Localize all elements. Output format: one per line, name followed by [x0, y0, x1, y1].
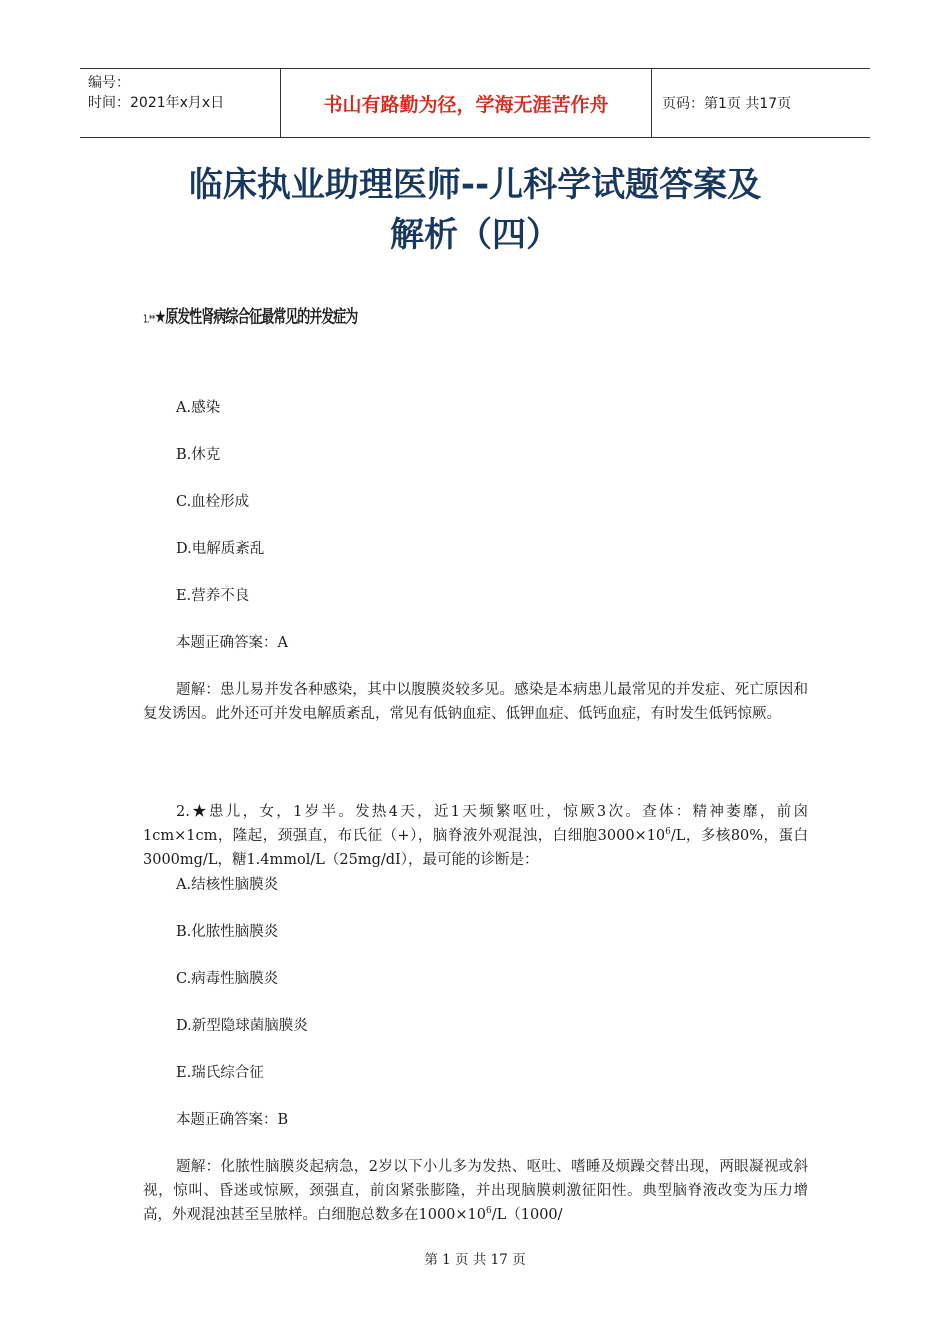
q1-option-d: D.电解质紊乱 [176, 541, 265, 557]
q2-option-e: E.瑞氏综合征 [176, 1065, 264, 1081]
q2-option-c: C.病毒性脑膜炎 [176, 971, 279, 987]
q2-answer: 本题正确答案：B [176, 1112, 289, 1128]
question-2-stem: 2.★患儿，女，1岁半。发热4天，近1天频繁呕吐，惊厥3次。查体：精神萎靡，前囟1cm×1cm，隆起，颈强直，布氏征（+），脑脊液外观混浊，白细胞$3000\times 10^6/L$，多核80%，蛋白3000mg/L，糖1.4mmol/L（25mg/dI），最可能的诊断是： [143, 804, 808, 868]
question-1-text: ★原发性肾病综合征最常见的并发症为 [154, 307, 358, 328]
document-title-line2: 解析（四） [390, 215, 560, 255]
q1-option-c: C.血栓形成 [176, 494, 250, 510]
question-1-stem [143, 302, 357, 328]
q2-option-b: B.化脓性脑膜炎 [176, 924, 279, 940]
document-title-line1: 临床执业助理医师--儿科学试题答案及 [188, 165, 762, 205]
q1-answer: 本题正确答案：A [176, 635, 288, 651]
q2-option-a: A.结核性脑膜炎 [176, 877, 279, 893]
question-1-number: 1.** [143, 312, 155, 325]
document-header [80, 68, 870, 138]
number-label: 编号： [88, 75, 130, 91]
q1-option-a: A.感染 [176, 400, 221, 416]
q1-option-b: B.休克 [176, 447, 221, 463]
q1-explanation: 题解：患儿易并发各种感染，其中以腹膜炎较多见。感染是本病患儿最常见的并发症、死亡原因和复发诱因。此外还可并发电解质紊乱，常见有低钠血症、低钾血症、低钙血症，有时发生低钙惊厥。 [143, 682, 808, 722]
page-footer: 第 1 页 共 17 页 [424, 1252, 526, 1268]
header-motto: 书山有路勤为径，学海无涯苦作舟 [280, 69, 652, 137]
header-page-info: 页码：第1页 共17页 [662, 96, 792, 112]
header-meta [80, 69, 280, 137]
q1-option-e: E.营养不良 [176, 588, 250, 604]
q2-option-d: D.新型隐球菌脑膜炎 [176, 1018, 308, 1034]
q2-explanation: 题解：化脓性脑膜炎起病急，2岁以下小儿多为发热、呕吐、嗜睡及烦躁交替出现，两眼凝视或斜视，惊叫、昏迷或惊厥，颈强直，前囟紧张膨隆，并出现脑膜刺激征阳性。典型脑脊液改变为压力增高，外观混浊甚至呈脓样。白细胞总数多在$1000\times 10^6/L(1000/$ [143, 1159, 808, 1223]
date-label: 时间：2021年x月x日 [88, 95, 225, 111]
